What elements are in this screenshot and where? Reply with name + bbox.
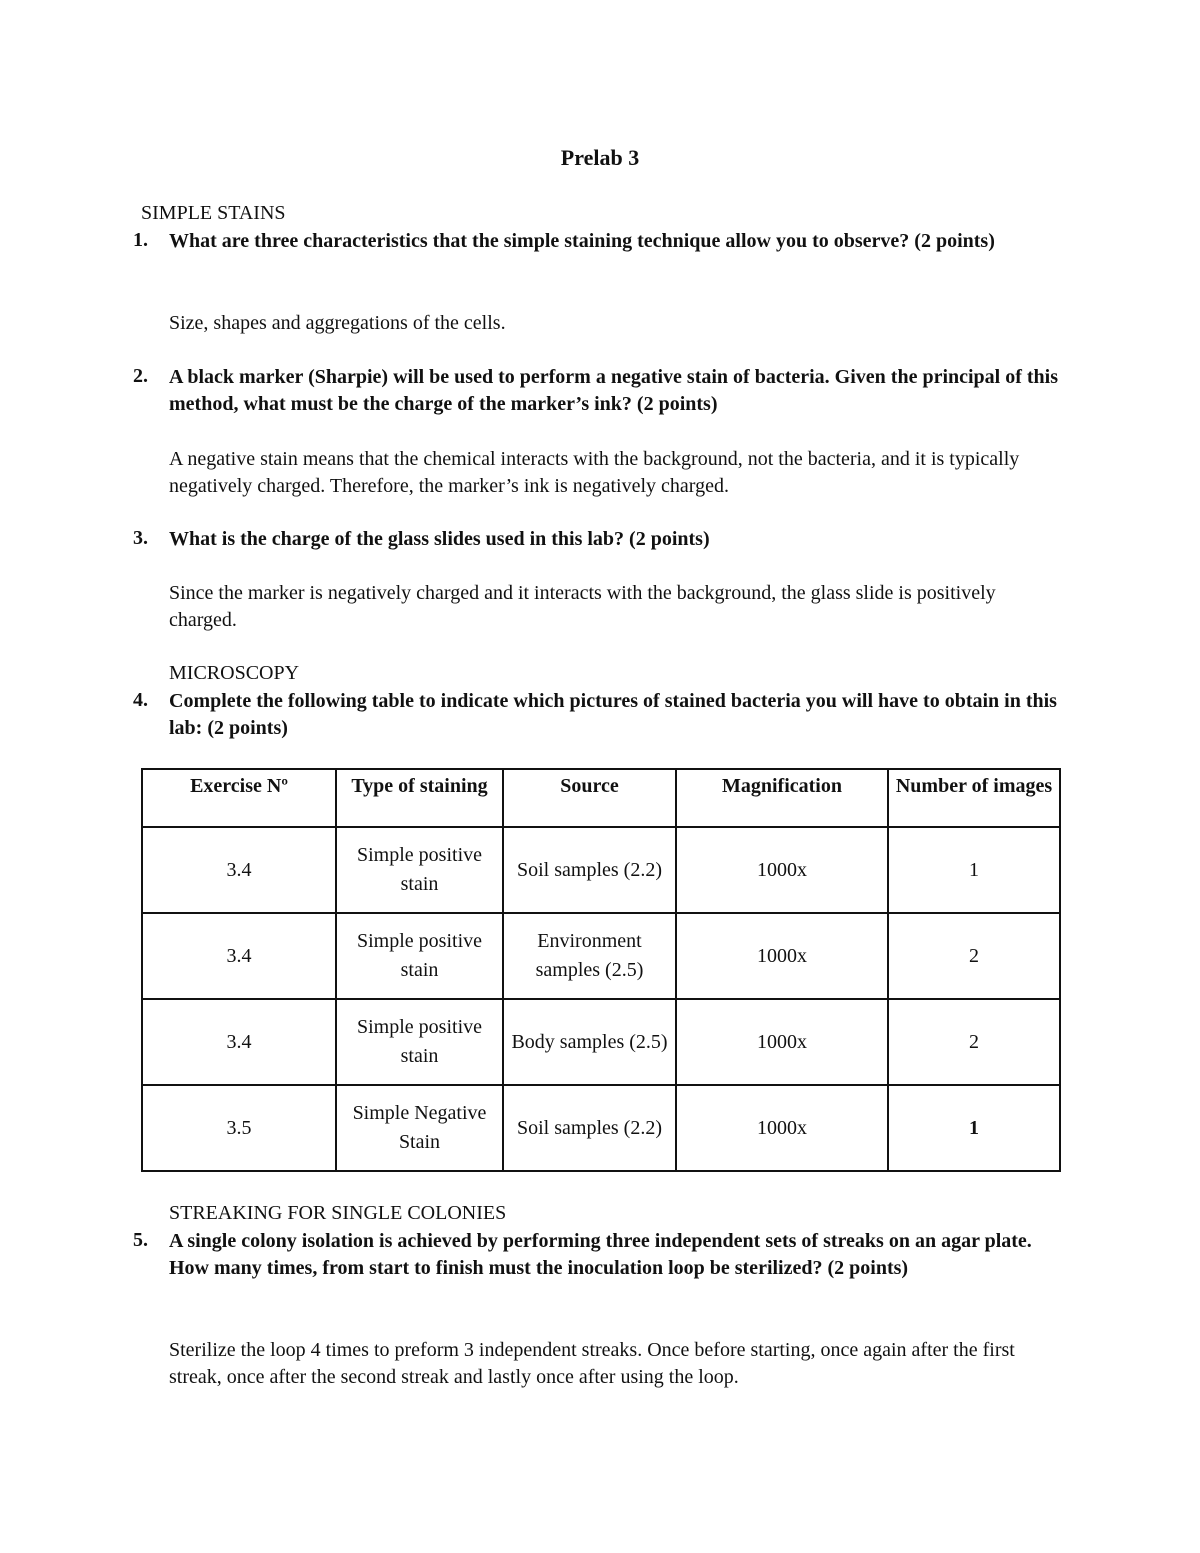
table-row: [142, 999, 1060, 1085]
cell-magnification: 1000x: [676, 999, 888, 1085]
stained-bacteria-table: [141, 768, 1061, 1172]
question-1-text: What are three characteristics that the simple staining technique allow you to observe? (2 points): [169, 230, 995, 252]
page-title: Prelab 3: [560, 145, 640, 170]
question-5-number: 5.: [133, 1229, 148, 1251]
answer-5: Sterilize the loop 4 times to preform 3 independent streaks. Once before starting, once again after the first streak, once after the second streak and lastly once after using the loop.: [169, 1339, 1015, 1388]
cell-magnification: 1000x: [676, 913, 888, 999]
question-3-number: 3.: [133, 527, 148, 549]
answer-1: Size, shapes and aggregations of the cells.: [169, 312, 506, 334]
cell-number-of-images: 2: [888, 913, 1060, 999]
header-exercise: Exercise Nº: [142, 769, 336, 827]
section-heading-streaking: STREAKING FOR SINGLE COLONIES: [169, 1202, 507, 1224]
table-row: [142, 913, 1060, 999]
question-1-number: 1.: [133, 229, 148, 251]
cell-exercise: 3.4: [142, 827, 336, 913]
question-2-text: A black marker (Sharpie) will be used to perform a negative stain of bacteria. Given the principal of this method, what must be the charge of the marker’s ink? (2 points): [169, 366, 1059, 415]
cell-source: Soil samples (2.2): [503, 1085, 676, 1171]
cell-type-of-staining: Simple positive stain: [336, 827, 503, 913]
cell-number-of-images: 2: [888, 999, 1060, 1085]
answer-2: A negative stain means that the chemical interacts with the background, not the bacteria, and it is typically negatively charged. Therefore, the marker’s ink is negatively charged.: [169, 448, 1020, 497]
cell-number-of-images: 1: [888, 1085, 1060, 1171]
table-row: [142, 1085, 1060, 1171]
question-2-number: 2.: [133, 365, 148, 387]
cell-source: Soil samples (2.2): [503, 827, 676, 913]
question-3-text: What is the charge of the glass slides used in this lab? (2 points): [169, 528, 710, 550]
table-row: [142, 827, 1060, 913]
cell-source: Body samples (2.5): [503, 999, 676, 1085]
question-4-text: Complete the following table to indicate which pictures of stained bacteria you will have to obtain in this lab: (2 points): [169, 690, 1057, 739]
cell-number-of-images: 1: [888, 827, 1060, 913]
cell-type-of-staining: Simple positive stain: [336, 999, 503, 1085]
header-magnification: Magnification: [676, 769, 888, 827]
cell-magnification: 1000x: [676, 827, 888, 913]
header-type-of-staining: Type of staining: [336, 769, 503, 827]
table-header-row: [142, 769, 1060, 827]
cell-type-of-staining: Simple positive stain: [336, 913, 503, 999]
question-5-text: A single colony isolation is achieved by performing three independent sets of streaks on an agar plate. How many times, from start to finish must the inoculation loop be sterilized? (2 points): [169, 1230, 1032, 1279]
cell-exercise: 3.5: [142, 1085, 336, 1171]
header-number-of-images: Number of images: [888, 769, 1060, 827]
cell-magnification: 1000x: [676, 1085, 888, 1171]
section-heading-simple-stains: SIMPLE STAINS: [141, 202, 286, 224]
cell-exercise: 3.4: [142, 999, 336, 1085]
cell-source: Environment samples (2.5): [503, 913, 676, 999]
cell-type-of-staining: Simple Negative Stain: [336, 1085, 503, 1171]
question-4-number: 4.: [133, 689, 148, 711]
answer-3: Since the marker is negatively charged and it interacts with the background, the glass slide is positively charged.: [169, 582, 996, 631]
cell-exercise: 3.4: [142, 913, 336, 999]
header-source: Source: [503, 769, 676, 827]
section-heading-microscopy: MICROSCOPY: [169, 662, 300, 684]
